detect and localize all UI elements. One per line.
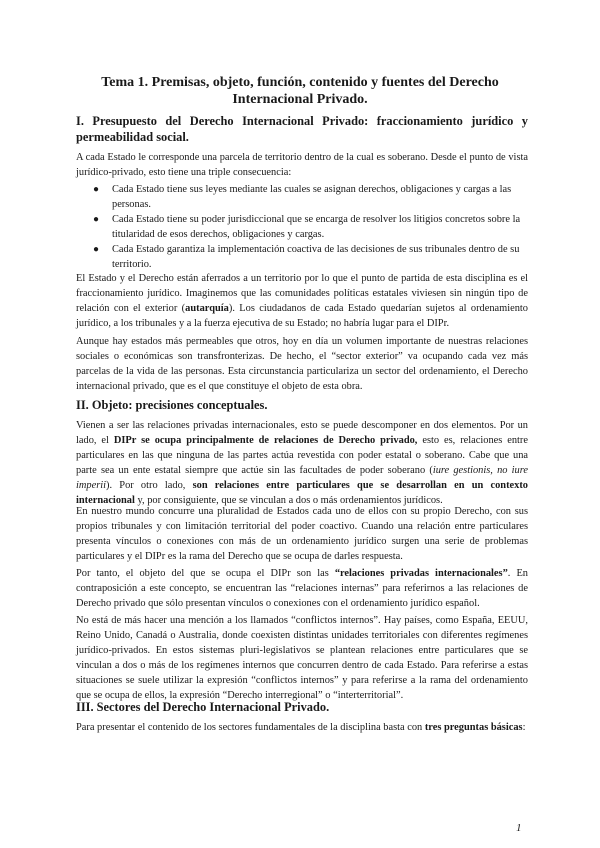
section-3-heading: III. Sectores del Derecho Internacional Privado. <box>76 700 330 714</box>
bullet-icon: ● <box>93 214 100 225</box>
autarquia-term: autarquía <box>185 303 229 314</box>
section-1-heading: I. Presupuesto del Derecho Internacional Privado: fraccionamiento jurídico y permeabilidad social. <box>76 114 528 144</box>
bullet-icon: ● <box>93 184 100 195</box>
section-1-bullet-list <box>76 182 528 272</box>
list-item: ● Cada Estado tiene su poder jurisdiccional que se encarga de resolver los litigios concretos sobre la titularidad de esos derechos, obligaciones y cargas. <box>93 214 521 240</box>
section-3-paragraph-1: Para presentar el contenido de los sectores fundamentales de la disciplina basta con tres preguntas básicas: <box>76 722 526 733</box>
document-title: Tema 1. Premisas, objeto, función, contenido y fuentes del Derecho Internacional Privado. <box>101 75 499 107</box>
section-1-paragraph-2: El Estado y el Derecho están aferrados a un territorio por lo que el punto de partida de esta disciplina es el fraccionamiento jurídico. Imaginemos que las comunidades políticas estatales viviesen sin ningún tipo de relación con el exterior (autarquía). Los ciudadanos de cada Estado quedarían sujetos al ordenamiento jurídico, a los tribunales y a la fuerza ejecutiva de su Estado; no habría lugar para el DIPr. <box>76 273 529 329</box>
list-item: ● Cada Estado tiene sus leyes mediante las cuales se asignan derechos, obligaciones y cargas a las personas. <box>93 184 512 210</box>
section-2-heading: II. Objeto: precisiones conceptuales. <box>76 398 268 412</box>
section-2-paragraph-2: En nuestro mundo concurre una pluralidad de Estados cada uno de ellos con su propio Derecho, con sus propios tribunales y con limitación territorial del poder coactivo. Cuando una relación entre particulares presenta vínculos o conexiones con más de un ordenamiento jurídico surgen una serie de problemas particulares y el DIPr es la rama del Derecho que se ocupa de darles respuesta. <box>76 506 528 562</box>
bullet-icon: ● <box>93 244 100 255</box>
section-1-paragraph-3: Aunque hay estados más permeables que otros, hoy en día un volumen importante de nuestras relaciones sociales o económicas son transfronterizas. De hecho, el “sector exterior” va ocupando cada vez más parcelas de la vida de las personas. Esta circunstancia particulariza un sector del ordenamiento, el Derecho internacional privado, que es el que constituye el objeto de esta obra. <box>76 336 528 392</box>
list-item: ● Cada Estado garantiza la implementación coactiva de las decisiones de sus tribunales dentro de su territorio. <box>93 244 520 270</box>
section-1-paragraph-1: A cada Estado le corresponde una parcela de territorio dentro de la cual es soberano. Desde el punto de vista jurídico-privado, esto tiene una triple consecuencia: <box>76 152 528 178</box>
section-2-paragraph-4: No está de más hacer una mención a los llamados “conflictos internos”. Hay países, como España, EEUU, Reino Unido, Canadá o Australia, donde coexisten distintas unidades territoriales con diferentes regímenes jurídico-privados. En estos sistemas pluri-legislativos se plantean relaciones entre particulares que se vinculan a dos o más de los regímenes internos que concurren dentro de cada Estado. Para referirse a estas situaciones se suele utilizar la expresión “conflictos internos” y para referirse a la rama del ordenamiento que se ocupa de ellos, la expresión “Derecho interregional” o “interterritorial”. <box>76 615 528 701</box>
section-2-paragraph-3: Por tanto, el objeto del que se ocupa el DIPr son las “relaciones privadas internacionales”. En contraposición a este concepto, se encuentran las “relaciones internas” para referirnos a las relaciones de Derecho privado que sólo presentan vínculos o conexiones con el ordenamiento jurídico español. <box>76 568 528 609</box>
page-number: 1 <box>516 822 522 834</box>
section-2-paragraph-1: Vienen a ser las relaciones privadas internacionales, esto se puede descomponer en dos elementos. Por un lado, el DIPr se ocupa principalmente de relaciones de Derecho privado, esto es, relaciones entre particulares en las que ninguna de las partes actúa revestida con poder estatal o soberano. Cabe que una parte sea un ente estatal siempre que actúe sin las facultades de poder soberano (iure gestionis, no iure imperii). Por otro lado, son relaciones entre particulares que se desarrollan en un contexto internacional y, por consiguiente, que se vinculan a dos o más ordenamientos jurídicos. <box>76 420 529 506</box>
